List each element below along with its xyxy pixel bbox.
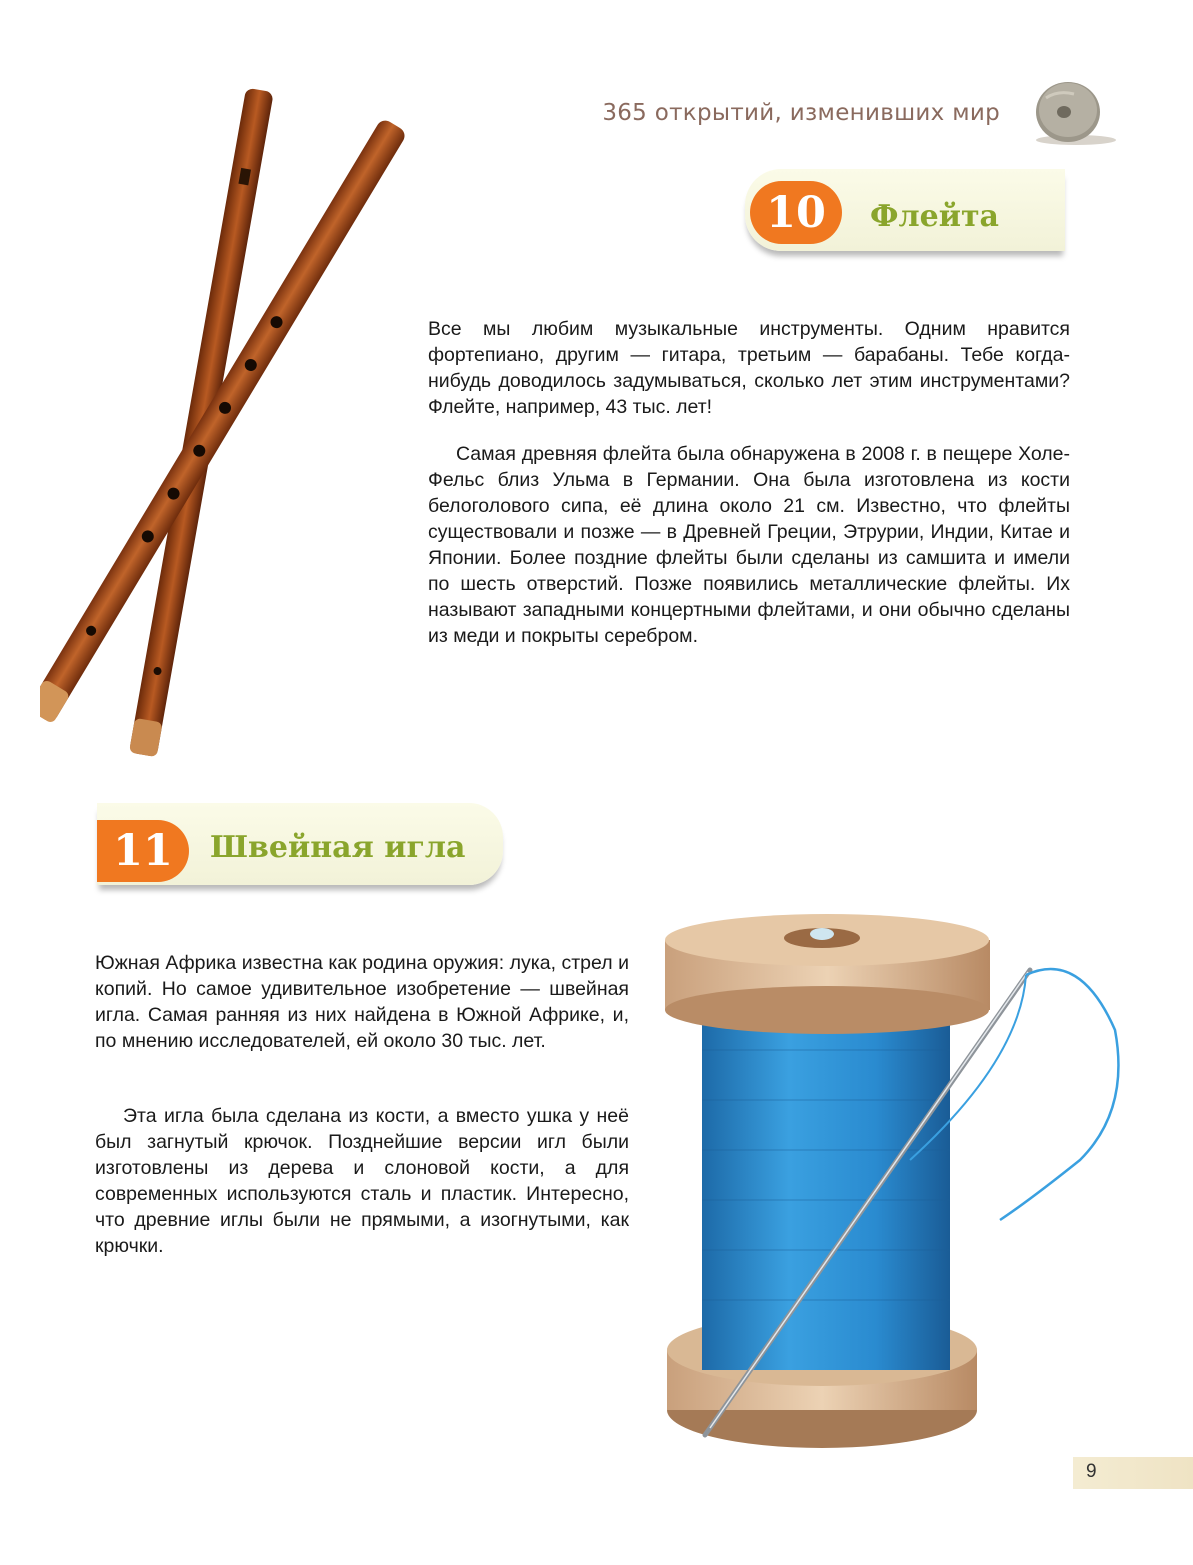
section-number-badge: 10: [750, 181, 842, 244]
section-title: Флейта: [870, 199, 999, 234]
page-number: 9: [1086, 1461, 1097, 1482]
thread-spool-with-needle-image: [660, 910, 1130, 1460]
paragraph: Эта игла была сделана из кости, а вместо ушка у неё был загнутый крючок. Позднейшие версии игл были изготовлены из дерева и слоновой кости, а для современных используются сталь и пластик. Интересно, что древние иглы были не прямыми, а изогнутыми, как крючки.: [95, 1105, 629, 1257]
section-title: Швейная игла: [210, 830, 466, 865]
book-title: 365 открытий, изменивших мир: [602, 100, 1000, 126]
paragraph: Все мы любим музыкальные инструменты. Одним нравится фортепиано, другим — гитара, третьим — барабаны. Тебе когда-нибудь доводилось задумываться, сколько лет этим инструментами? Флейте, например, 43 тыс. лет!: [428, 318, 1070, 418]
paragraph: Южная Африка известна как родина оружия: лука, стрел и копий. Но самое удивительное изобретение — швейная игла. Самая ранняя из них найдена в Южной Африке, и, по мнению исследователей, ей около 30 тыс. лет.: [95, 952, 629, 1052]
stone-disc-icon: [1028, 78, 1118, 148]
wooden-flutes-image: [40, 80, 430, 770]
paragraph: Самая древняя флейта была обнаружена в 2008 г. в пещере Холе-Фельс близ Ульма в Германии. Она была изготовлена из кости белоголового сипа, её длина около 21 см. Известно, что флейты существовали и позже — в Древней Греции, Этрурии, Индии, Китае и Японии. Более поздние флейты были сделаны из самшита и имели по шесть отверстий. Позже появились металлические флейты. Их называют западными концертными флейтами, и они обычно сделаны из меди и покрыты серебром.: [428, 443, 1070, 647]
section-number-badge: 11: [97, 820, 189, 882]
